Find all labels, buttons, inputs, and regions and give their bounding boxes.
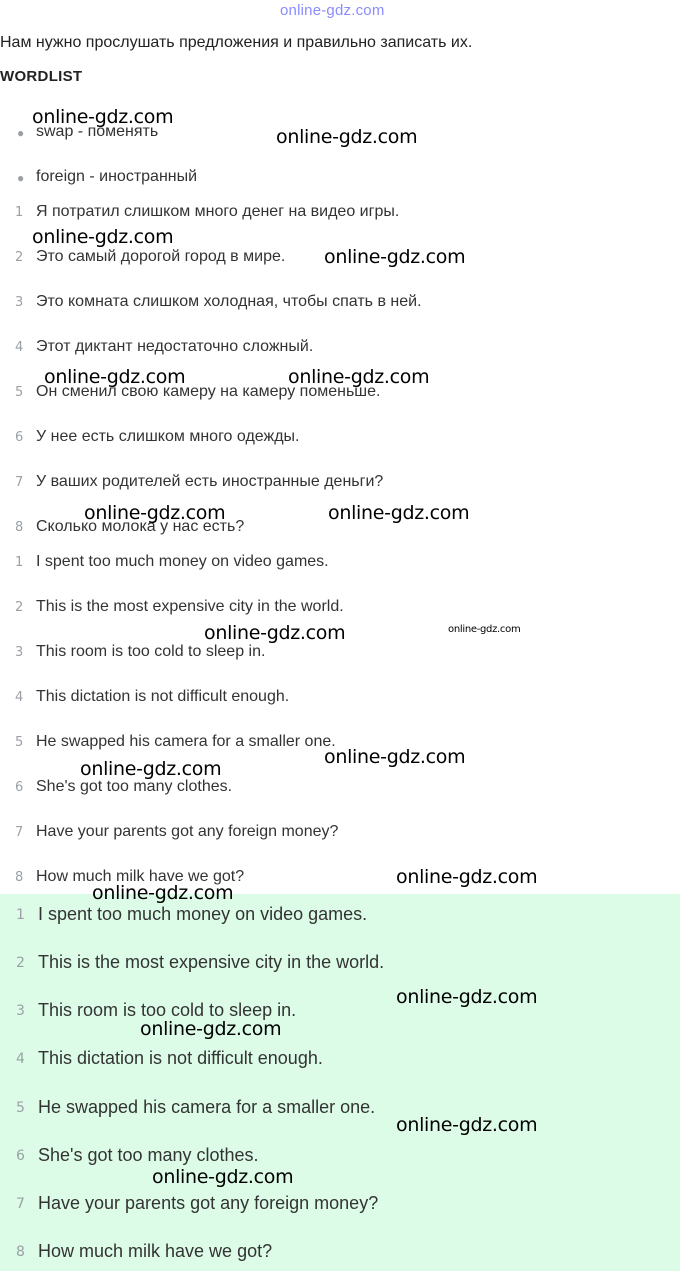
watermark: online-gdz.com: [396, 986, 538, 1008]
item-text: Have your parents got any foreign money?: [38, 1193, 379, 1213]
item-number: 4: [16, 1051, 25, 1067]
watermark: online-gdz.com: [288, 366, 430, 388]
watermark: online-gdz.com: [140, 1018, 282, 1040]
item-text: Я потратил слишком много денег на видео игры.: [36, 203, 400, 220]
item-text: Сколько молока у нас есть?: [36, 518, 245, 535]
list-item: [0, 643, 680, 688]
item-text: This dictation is not difficult enough.: [36, 688, 290, 705]
item-number: 1: [15, 205, 24, 220]
item-text: Have your parents got any foreign money?: [36, 823, 339, 840]
item-number: 5: [15, 735, 24, 750]
list-item: [0, 383, 680, 428]
wordlist-item-text: swap - поменять: [36, 123, 159, 140]
item-text: This room is too cold to sleep in.: [36, 643, 266, 660]
item-text: This room is too cold to sleep in.: [38, 1000, 297, 1020]
task-instruction: Нам нужно прослушать предложения и правильно записать их.: [0, 34, 473, 51]
list-item: [0, 823, 680, 868]
item-text: She's got too many clothes.: [38, 1145, 259, 1165]
site-link[interactable]: online-gdz.com: [280, 2, 385, 19]
item-text: Это комната слишком холодная, чтобы спать в ней.: [36, 293, 422, 310]
item-number: 2: [15, 250, 24, 265]
list-item: [0, 428, 680, 473]
item-text: How much milk have we got?: [36, 868, 245, 885]
english-sentence-list: [0, 553, 680, 913]
item-text: I spent too much money on video games.: [36, 553, 329, 570]
item-number: 4: [15, 690, 24, 705]
bullet-icon: ●: [17, 171, 25, 185]
watermark: online-gdz.com: [396, 1114, 538, 1136]
item-number: 8: [15, 870, 24, 885]
watermark: online-gdz.com: [324, 746, 466, 768]
list-item: [0, 553, 680, 598]
watermark: online-gdz.com: [32, 106, 174, 128]
item-text: This dictation is not difficult enough.: [38, 1048, 323, 1068]
item-text: У нее есть слишком много одежды.: [36, 428, 300, 445]
item-number: 5: [15, 385, 24, 400]
item-number: 2: [15, 600, 24, 615]
watermark: online-gdz.com: [44, 366, 186, 388]
item-text: This is the most expensive city in the world.: [36, 598, 344, 615]
item-text: Это самый дорогой город в мире.: [36, 248, 286, 265]
item-text: Он сменил свою камеру на камеру поменьше.: [36, 383, 381, 400]
watermark: online-gdz.com: [80, 758, 222, 780]
item-number: 8: [16, 1244, 25, 1260]
answer-panel: [0, 894, 680, 1271]
watermark: online-gdz.com: [276, 126, 418, 148]
list-item: [0, 688, 680, 733]
item-number: 4: [15, 340, 24, 355]
item-number: 1: [16, 907, 25, 923]
item-number: 6: [16, 1148, 25, 1164]
item-number: 1: [15, 555, 24, 570]
watermark: online-gdz.com: [152, 1166, 294, 1188]
watermark: online-gdz.com: [92, 882, 234, 904]
item-text: She's got too many clothes.: [36, 778, 233, 795]
item-number: 6: [15, 780, 24, 795]
item-text: I spent too much money on video games.: [38, 904, 368, 924]
item-number: 7: [16, 1196, 25, 1212]
item-text: He swapped his camera for a smaller one.: [36, 733, 336, 750]
watermark: online-gdz.com: [324, 246, 466, 268]
list-item: [0, 293, 680, 338]
item-number: 3: [15, 295, 24, 310]
watermark: online-gdz.com: [84, 502, 226, 524]
item-number: 3: [15, 645, 24, 660]
item-text: Этот диктант недостаточно сложный.: [36, 338, 314, 355]
watermark: online-gdz.com: [328, 502, 470, 524]
item-text: He swapped his camera for a smaller one.: [38, 1097, 376, 1117]
item-number: 8: [15, 520, 24, 535]
wordlist-item-text: foreign - иностранный: [36, 168, 198, 185]
wordlist-heading: WORDLIST: [0, 68, 83, 85]
item-text: How much milk have we got?: [38, 1241, 273, 1261]
watermark: online-gdz.com: [204, 622, 346, 644]
item-number: 7: [15, 825, 24, 840]
item-number: 6: [15, 430, 24, 445]
watermark: online-gdz.com: [32, 226, 174, 248]
item-number: 7: [15, 475, 24, 490]
list-item: [0, 778, 680, 823]
bullet-icon: ●: [17, 126, 25, 140]
item-text: У ваших родителей есть иностранные деньги?: [36, 473, 384, 490]
watermark: online-gdz.com: [396, 866, 538, 888]
watermark: online-gdz.com: [448, 624, 521, 635]
item-number: 2: [16, 955, 25, 971]
item-number: 3: [16, 1003, 25, 1019]
item-text: This is the most expensive city in the world.: [38, 952, 385, 972]
item-number: 5: [16, 1100, 25, 1116]
